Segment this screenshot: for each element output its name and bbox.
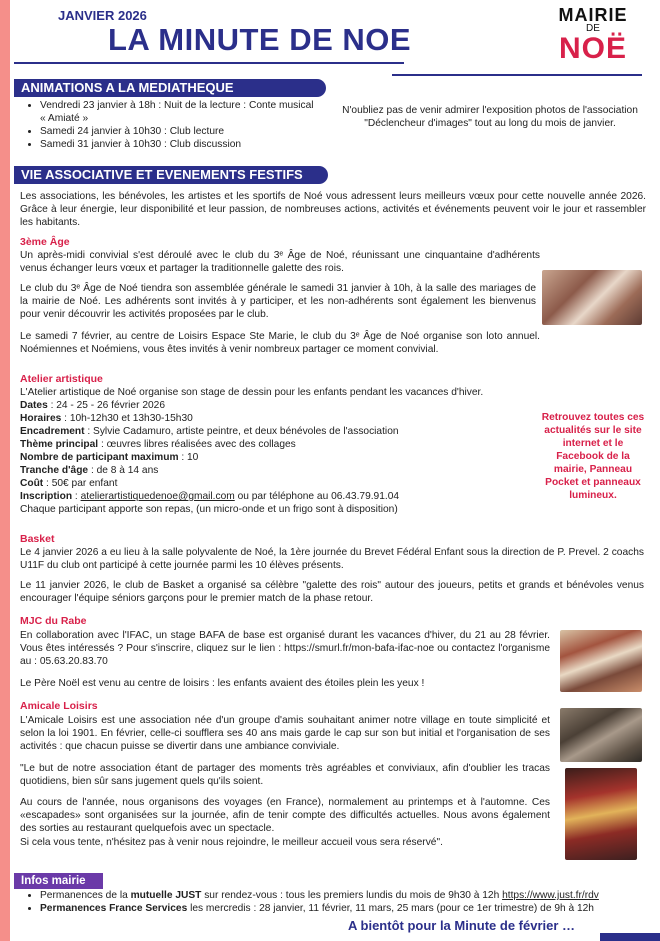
infos-list: [18, 889, 658, 915]
atelier-dates: Dates : 24 - 25 - 26 février 2026: [20, 400, 165, 411]
atelier-intro: L'Atelier artistique de Noé organise son stage de dessin pour les enfants pendant les vacances d'hiver.: [20, 387, 484, 398]
mediatheque-heading: ANIMATIONS A LA MEDIATHEQUE: [14, 79, 326, 97]
atelier-nombre: Nombre de participant maximum : 10: [20, 452, 199, 463]
title-underline: [14, 62, 404, 64]
atelier-tranche: Tranche d'âge : de 8 à 14 ans: [20, 465, 159, 476]
just-rdv-link[interactable]: https://www.just.fr/rdv: [502, 890, 599, 901]
infos-item1-post: sur rendez-vous : tous les premiers lundis du mois de 9h30 à 12h: [201, 890, 503, 901]
logo-underline: [392, 74, 642, 76]
age-paragraph-2: Le club du 3ᵉ Âge de Noé tiendra son assemblée générale le samedi 31 janvier à 10h, à la salle des mariages de la mairie de Noé. Les adhérents sont invités à y participer, et les non-adhérents sont également les bienvenus pour venir découvrir les activités proposées par le club.: [20, 283, 536, 320]
exposition-note: N'oubliez pas de venir admirer l'exposition photos de l'association "Déclencheur d'images" tout au long du mois de janvier.: [342, 105, 638, 129]
list-item: • Vendredi 23 janvier à 18h : Nuit de la lecture : Conte musical « Amiaté »: [40, 99, 318, 125]
mediatheque-list: [18, 99, 318, 151]
horaires-label: Horaires: [20, 413, 62, 424]
atelier-email-link[interactable]: atelierartistiquedenoe@gmail.com: [80, 491, 235, 502]
mjc-paragraph-2: Le Père Noël est venu au centre de loisirs : les enfants avaient des étoiles plein les yeux !: [20, 678, 425, 689]
amicale-paragraph-4: Si cela vous tente, n'hésitez pas à venir nous rejoindre, le meilleur accueil vous sera réservé".: [20, 837, 443, 848]
amicale-group-photo: [560, 708, 642, 762]
tranche-label: Tranche d'âge: [20, 465, 89, 476]
age-paragraph-3: Le samedi 7 février, au centre de Loisirs Espace Ste Marie, le club du 3ᵉ Âge de Noé organise son loto annuel. Noémiennes et Noémiens, vous êtes invités à venir nombreux partager ce moment convivial.: [20, 331, 540, 355]
mairie-logo: [548, 6, 638, 64]
left-accent-bar: [0, 0, 10, 941]
club-3e-age-photo: [542, 270, 642, 325]
horaires-value: 10h-12h30 et 13h30-15h30: [69, 413, 193, 424]
mjc-heading: MJC du Rabe: [20, 615, 87, 627]
atelier-details: [20, 386, 540, 516]
mutuelle-just-label: mutuelle JUST: [130, 890, 202, 901]
infos-item2-post: les mercredis : 28 janvier, 11 février, 11 mars, 25 mars (pour ce 1er trimestre) de 9h à 12h: [187, 903, 594, 914]
list-item: • Samedi 24 janvier à 10h30 : Club lecture: [40, 125, 318, 138]
tranche-value: de 8 à 14 ans: [96, 465, 159, 476]
encadrement-value: Sylvie Cadamuro, artiste peintre, et deux bénévoles de l'association: [93, 426, 399, 437]
list-item: [40, 902, 658, 915]
list-item: [40, 889, 658, 902]
atelier-theme: Thème principal : œuvres libres réalisées avec des collages: [20, 439, 296, 450]
nombre-label: Nombre de participant maximum: [20, 452, 179, 463]
basket-paragraph-2: Le 11 janvier 2026, le club de Basket a organisé sa célèbre "galette des rois" autour des joueurs, petits et grands et bénévoles venus encourager l'équipe séniors garçons pour le premier match de la phase retour.: [20, 580, 644, 604]
age-paragraph-1: Un après-midi convivial s'est déroulé avec le club du 3ᵉ Âge de Noé, réunissant une cinquantaine d'adhérents venus échanger leurs vœux et partager la traditionnelle galette des rois.: [20, 250, 540, 274]
bottom-accent-bar: [600, 933, 660, 941]
list-item: • Samedi 31 janvier à 10h30 : Club discussion: [40, 138, 318, 151]
atelier-cout: Coût : 50€ par enfant: [20, 478, 118, 489]
cout-value: 50€ par enfant: [51, 478, 118, 489]
inscription-label: Inscription: [20, 491, 73, 502]
atelier-encadrement: Encadrement : Sylvie Cadamuro, artiste peintre, et deux bénévoles de l'association: [20, 426, 399, 437]
atelier-horaires: Horaires : 10h-12h30 et 13h30-15h30: [20, 413, 193, 424]
theme-value: œuvres libres réalisées avec des collages: [106, 439, 296, 450]
atelier-heading: Atelier artistique: [20, 373, 103, 385]
vie-intro: Les associations, les bénévoles, les artistes et les sportifs de Noé vous adressent leurs meilleurs vœux pour cette nouvelle année 2026. Grâce à leur énergie, leur disponibilité et leur passion, de nombreuses actions, activités et événements peuvent voir le jour et rassembler les habitants.: [20, 191, 646, 228]
logo-line-2: DE: [586, 23, 600, 34]
basket-heading: Basket: [20, 533, 55, 545]
age-heading: 3ème Âge: [20, 236, 70, 248]
atelier-note: Chaque participant apporte son repas, (un micro-onde et un frigo sont à disposition): [20, 504, 398, 515]
inscription-rest: ou par téléphone au 06.43.79.91.04: [237, 491, 400, 502]
france-services-label: Permanences France Services: [40, 903, 188, 914]
restaurant-photo: [565, 768, 637, 860]
infos-item1-pre: Permanences de la: [40, 890, 131, 901]
closing-message: A bientôt pour la Minute de février …: [348, 918, 576, 933]
amicale-heading: Amicale Loisirs: [20, 700, 98, 712]
amicale-paragraph-3: Au cours de l'année, nous organisons des voyages (en France), normalement au printemps et à l'automne. Ces «escapades» sont organisées sur la journée, afin de tenir compte des difficultés actuelles. Nous avons également des sorties au restaurant quelquefois avec un spectacle.: [20, 797, 550, 834]
mjc-paragraph-1: En collaboration avec l'IFAC, un stage BAFA de base est organisé durant les vacances d'hiver, du 21 au 28 février. Vous êtes intéressés ? Pour s'inscrire, cliquez sur le lien : https://smurl.fr/mon-bafa-ifac-noe ou contactez l'organisme au : 05.63.20.83.70: [20, 630, 550, 667]
actualites-note: Retrouvez toutes ces actualités sur le site internet et le Facebook de la mairie, Panneau Pocket et panneaux lumineux.: [541, 412, 645, 501]
logo-line-3: NOË: [558, 32, 627, 65]
theme-label: Thème principal: [20, 439, 99, 450]
encadrement-label: Encadrement: [20, 426, 85, 437]
atelier-inscription: Inscription : atelierartistiquedenoe@gmail.com ou par téléphone au 06.43.79.91.04: [20, 491, 400, 502]
basket-paragraph-1: Le 4 janvier 2026 a eu lieu à la salle polyvalente de Noé, la 1ère journée du Brevet Fédéral Enfant sous la direction de P. Prevel. 2 coachs U11F du club ont participé à cette journée parmi les 10 élèves présents.: [20, 547, 644, 571]
dates-label: Dates: [20, 400, 48, 411]
dates-value: 24 - 25 - 26 février 2026: [56, 400, 165, 411]
amicale-paragraph-1: L'Amicale Loisirs est une association née d'un groupe d'amis souhaitant animer notre village en toute simplicité et selon la loi 1901. En février, celle-ci soufflera ses 40 ans mais garde le cap sur son but initial et l'organisation de ses activités : que chacun puisse se divertir dans une ambiance conviviale.: [20, 715, 550, 752]
amicale-paragraph-2: "Le but de notre association étant de partager des moments très agréables et conviviaux, afin d'oublier les tracas quotidiens, bien sûr sans jugement quels qu'ils soient.: [20, 763, 550, 787]
issue-month: JANVIER 2026: [58, 8, 147, 23]
nombre-value: 10: [187, 452, 199, 463]
pere-noel-photo: [560, 630, 642, 692]
logo-line-1: MAIRIE: [558, 5, 628, 25]
page-title: LA MINUTE DE NOE: [108, 22, 412, 57]
infos-mairie-heading: Infos mairie: [14, 873, 103, 889]
cout-label: Coût: [20, 478, 44, 489]
vie-associative-heading: VIE ASSOCIATIVE ET EVENEMENTS FESTIFS: [14, 166, 328, 184]
